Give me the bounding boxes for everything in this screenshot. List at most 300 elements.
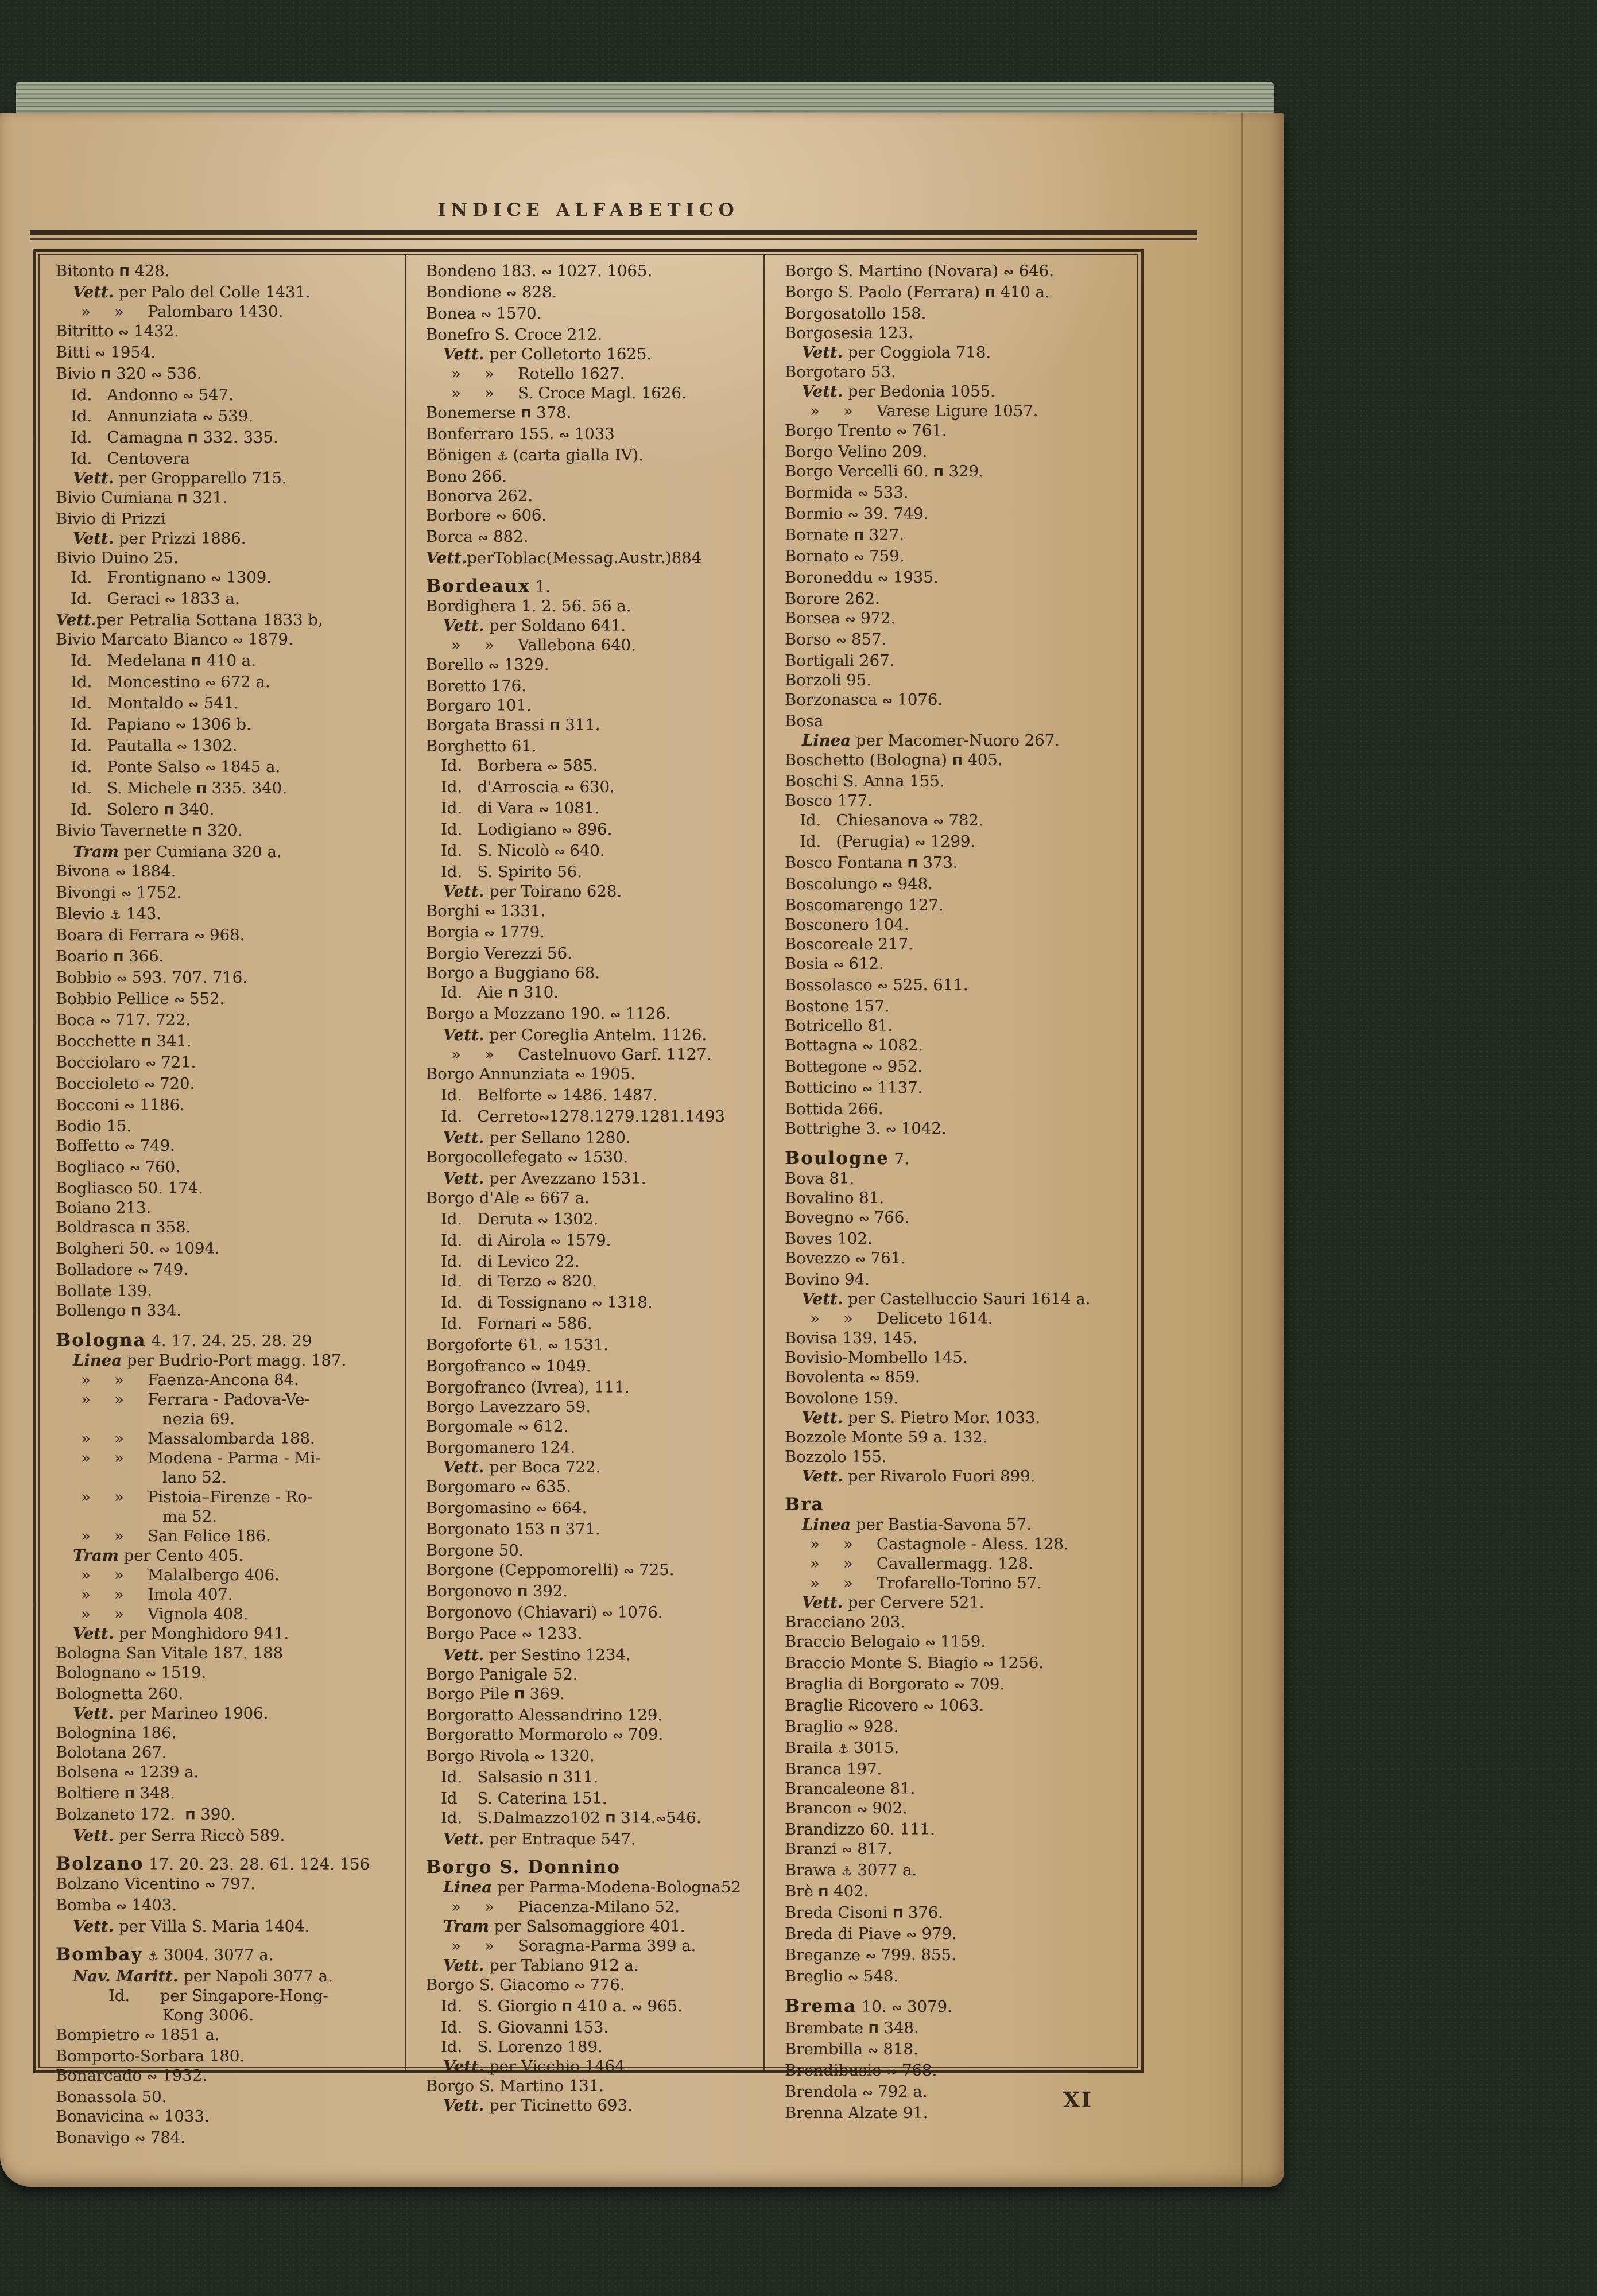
coach-icon: ∾ — [925, 1636, 936, 1650]
ditto-mark: » — [451, 1898, 461, 1916]
anchor-icon: ⚓ — [497, 449, 508, 464]
service-label: Vett. — [443, 1830, 484, 1848]
service-label: Vett. — [443, 1646, 484, 1664]
service-label: Vett. — [802, 1409, 843, 1427]
index-line: Borgoratto Alessandrino 129. — [426, 1706, 663, 1724]
coach-icon: ∾ — [983, 1657, 994, 1671]
index-line: Bottida 266. — [785, 1100, 883, 1118]
index-line: Bonassola 50. — [56, 2088, 167, 2106]
index-line: Vett. per Castelluccio Sauri 1614 a. — [802, 1290, 1091, 1308]
ditto-mark: » — [81, 1429, 91, 1448]
index-line: Bologna San Vitale 187. 188 — [56, 1644, 284, 1662]
index-line: Id. Frontignano ∾ 1309. — [71, 568, 272, 587]
coach-icon: ∾ — [856, 1802, 867, 1817]
coach-icon: ∾ — [538, 1111, 549, 1125]
index-line: Braccio Belogaio ∾ 1159. — [785, 1632, 986, 1651]
ditto-mark: » — [484, 1898, 494, 1916]
index-line: Breglio ∾ 548. — [785, 1967, 899, 1985]
service-label: Vett. — [73, 1704, 114, 1723]
index-line: Borgo S. Paolo (Ferrara) Π 410 a. — [785, 282, 1137, 304]
coach-icon: ∾ — [174, 993, 185, 1007]
coach-icon: ∾ — [484, 905, 495, 920]
index-line: Id. Borbera ∾ 585. — [441, 757, 598, 775]
coach-icon: ∾ — [117, 972, 127, 986]
index-line: Id. Salsasio Π 311. — [426, 1767, 760, 1789]
ditto-mark: » — [810, 1554, 820, 1573]
index-line: Vett. per Coreglia Antelm. 1126. — [443, 1026, 707, 1044]
index-line: Bottrighe 3. ∾ 1042. — [785, 1119, 947, 1138]
index-line: Boscoreale 217. — [785, 935, 913, 953]
index-line: Boroneddu ∾ 1935. — [785, 568, 939, 587]
service-label: Linea — [73, 1351, 122, 1370]
index-line: Kong 3006. — [162, 2006, 254, 2024]
coach-icon: ∾ — [124, 1099, 135, 1114]
head-entry: Bra — [785, 1494, 824, 1515]
index-line: Borore 262. — [785, 589, 880, 608]
coach-icon: ∾ — [232, 634, 243, 648]
index-line: Bivio Duino 25. — [56, 549, 179, 567]
index-line: Bolognetta 260. — [56, 1685, 184, 1703]
index-line: Borgo Trento ∾ 761. — [785, 421, 947, 440]
index-line: Bitonto Π 428. — [56, 261, 401, 282]
coach-icon: ∾ — [175, 719, 186, 733]
index-line: Id. Papiano ∾ 1306 b. — [71, 715, 251, 734]
index-line: Boiano 213. — [56, 1199, 152, 1217]
index-line: » » Ferrara - Padova-Ve- — [81, 1390, 310, 1409]
coach-icon: ∾ — [554, 845, 565, 859]
coach-icon: ∾ — [631, 2000, 642, 2015]
coach-icon: ∾ — [602, 1607, 613, 1621]
telegraph-icon: Π — [508, 987, 519, 1001]
telegraph-icon: Π — [549, 720, 560, 734]
index-line: » » Rotello 1627. — [451, 364, 625, 383]
index-line: » » Palombaro 1430. — [81, 302, 284, 321]
index-line: Id. Solero Π 340. — [56, 800, 401, 821]
coach-icon: ∾ — [1003, 265, 1014, 280]
ditto-mark: » — [810, 1574, 820, 1592]
service-label: Vett. — [73, 529, 114, 548]
index-line: Bodio 15. — [56, 1117, 132, 1135]
index-line: Id. Andonno ∾ 547. — [71, 386, 234, 404]
index-line: Vett. per Entraque 547. — [443, 1830, 636, 1848]
index-line: Bollate 139. — [56, 1282, 153, 1300]
coach-icon: ∾ — [848, 1971, 859, 1985]
index-line: Id. S. Nicolò ∾ 640. — [441, 841, 605, 860]
index-line: Borgomaro ∾ 635. — [426, 1477, 571, 1496]
index-line: Bovezzo ∾ 761. — [785, 1249, 906, 1267]
coach-icon: ∾ — [538, 802, 549, 817]
index-line: Boschetto (Bologna) Π 405. — [785, 750, 1137, 771]
index-line: Vett. per Monghidoro 941. — [73, 1624, 289, 1643]
index-line: Botticino ∾ 1137. — [785, 1079, 923, 1097]
coach-icon: ∾ — [534, 1750, 545, 1764]
index-line: Id. Montaldo ∾ 541. — [71, 694, 239, 712]
coach-icon: ∾ — [842, 1843, 852, 1857]
index-line: Vett. per Bedonia 1055. — [802, 382, 995, 401]
header-rule-thin — [30, 238, 1197, 240]
coach-icon: ∾ — [536, 1502, 547, 1517]
index-line: Brandizzo 60. 111. — [785, 1820, 935, 1839]
index-line: Bonorva 262. — [426, 487, 533, 505]
index-line: lano 52. — [162, 1468, 227, 1487]
index-line: Bocciolaro ∾ 721. — [56, 1053, 196, 1072]
index-line: Vett. per Soldano 641. — [443, 616, 626, 635]
coach-icon: ∾ — [610, 1008, 621, 1022]
coach-icon: ∾ — [203, 410, 213, 425]
header-rule-thick — [30, 230, 1197, 235]
index-line: Id. Pautalla ∾ 1302. — [71, 736, 238, 755]
index-line: Brancaleone 81. — [785, 1779, 916, 1798]
service-label: Linea — [802, 1515, 851, 1534]
telegraph-icon: Π — [561, 2001, 572, 2015]
index-line: Borca ∾ 882. — [426, 528, 529, 546]
service-label: Vett. — [802, 1593, 843, 1612]
ditto-mark: » — [843, 1309, 853, 1328]
index-line: » » Faenza-Ancona 84. — [81, 1371, 299, 1389]
index-line: Vett. per Colletorto 1625. — [443, 345, 652, 363]
index-line: Bonemerse Π 378. — [426, 403, 760, 424]
index-line: Bormida ∾ 533. — [785, 483, 909, 502]
index-line: Bovalino 81. — [785, 1189, 885, 1207]
index-line: Bonefro S. Croce 212. — [426, 325, 603, 344]
ditto-mark: » — [81, 1449, 91, 1467]
index-line: Bovisa 139. 145. — [785, 1329, 918, 1347]
coach-icon: ∾ — [891, 2001, 902, 2015]
head-entry: Borgo S. Donnino — [426, 1857, 621, 1878]
index-line: Bollengo Π 334. — [56, 1301, 401, 1322]
index-line: Linea per Bastia-Savona 57. — [802, 1515, 1032, 1534]
index-line: Brendola ∾ 792 a. — [785, 2082, 928, 2101]
ditto-mark: » — [81, 1605, 91, 1623]
coach-icon: ∾ — [116, 1899, 127, 1914]
index-line: Id. S. Lorenzo 189. — [441, 2038, 603, 2056]
coach-icon: ∾ — [855, 1252, 866, 1267]
index-line: Borgo S. Martino (Novara) ∾ 646. — [785, 262, 1054, 280]
coach-icon: ∾ — [906, 1928, 917, 1942]
index-line: Brancon ∾ 902. — [785, 1799, 908, 1817]
index-line: Bozzole Monte 59 a. 132. — [785, 1428, 988, 1446]
ditto-mark: » — [484, 1937, 494, 1955]
ditto-mark: » — [810, 1535, 820, 1553]
page-title: INDICE ALFABETICO — [437, 200, 739, 220]
index-line: Borgo Lavezzaro 59. — [426, 1398, 591, 1416]
coach-icon: ∾ — [933, 815, 944, 829]
coach-icon: ∾ — [484, 926, 495, 941]
index-line: Borgio Verezzi 56. — [426, 944, 572, 963]
index-line: Tram per Cumiana 320 a. — [73, 843, 282, 861]
index-line: » » San Felice 186. — [81, 1527, 271, 1545]
service-label: Vett. — [802, 1467, 843, 1486]
index-line: Bottagna ∾ 1082. — [785, 1036, 924, 1054]
index-line: Bosco 177. — [785, 792, 873, 810]
index-line: Id. S. Giovanni 153. — [441, 2018, 609, 2037]
index-line: Bolsena ∾ 1239 a. — [56, 1763, 199, 1781]
index-line: Bivio Tavernette Π 320. — [56, 821, 401, 842]
coach-icon: ∾ — [854, 550, 865, 565]
index-line: Bocconi ∾ 1186. — [56, 1096, 185, 1114]
index-line: Bova 81. — [785, 1169, 855, 1188]
index-line: Id. di Levico 22. — [441, 1252, 580, 1271]
index-line: » » Modena - Parma - Mi- — [81, 1449, 321, 1467]
coach-icon: ∾ — [923, 1700, 934, 1714]
index-line: ma 52. — [162, 1507, 217, 1526]
index-line: Boscomarengo 127. — [785, 896, 944, 914]
index-line: Vett.perToblac(Messag.Austr.)884 — [426, 549, 702, 567]
head-entry: Bologna — [56, 1330, 146, 1351]
index-line: Borgosatollo 158. — [785, 304, 927, 323]
service-label: Vett. — [73, 1826, 114, 1845]
ditto-mark: » — [484, 1045, 494, 1064]
service-label: Vett. — [802, 343, 843, 362]
index-line: Braccio Monte S. Biagio ∾ 1256. — [785, 1654, 1044, 1672]
coach-icon: ∾ — [183, 389, 193, 404]
index-line: Bitti ∾ 1954. — [56, 343, 156, 362]
page-number: XI — [1063, 2087, 1094, 2112]
index-line: Borso ∾ 857. — [785, 630, 887, 649]
coach-icon: ∾ — [567, 1151, 578, 1166]
service-label: Linea — [443, 1878, 493, 1896]
index-line: Borgonato 153 Π 371. — [426, 1519, 760, 1541]
index-line: Vett. per Sestino 1234. — [443, 1646, 631, 1664]
service-label: Vett. — [443, 1169, 484, 1188]
index-line: Bonferraro 155. ∾ 1033 — [426, 425, 615, 443]
service-label: Vett. — [443, 1026, 484, 1044]
coach-icon: ∾ — [882, 694, 893, 708]
index-line: Id. Chiesanova ∾ 782. — [800, 811, 984, 829]
coach-icon: ∾ — [205, 676, 216, 691]
telegraph-icon: Π — [140, 1222, 151, 1236]
index-line: Bitritto ∾ 1432. — [56, 322, 179, 340]
coach-icon: ∾ — [914, 836, 925, 850]
service-label: Vett. — [443, 2096, 484, 2115]
ditto-mark: » — [81, 1371, 91, 1389]
coach-icon: ∾ — [115, 866, 126, 880]
coach-icon: ∾ — [656, 1812, 666, 1826]
anchor-icon: ⚓ — [110, 908, 122, 922]
index-line: Id. per Singapore-Hong- — [108, 1987, 328, 2005]
index-line: Id. Ponte Salso ∾ 1845 a. — [71, 758, 281, 776]
index-line: Bolzaneto 172. Π 390. — [56, 1805, 401, 1826]
coach-icon: ∾ — [506, 286, 517, 301]
telegraph-icon: Π — [191, 656, 201, 669]
telegraph-icon: Π — [548, 1772, 559, 1786]
ditto-mark: » — [114, 1429, 124, 1448]
coach-icon: ∾ — [859, 1212, 870, 1226]
index-line: Boscolungo ∾ 948. — [785, 875, 933, 893]
index-line: Breganze ∾ 799. 855. — [785, 1946, 956, 1964]
index-line: Boulogne 7. — [785, 1148, 909, 1169]
ditto-mark: » — [451, 636, 461, 654]
index-line: Id. Annunziata ∾ 539. — [71, 407, 253, 425]
index-line: Vett. per Avezzano 1531. — [443, 1169, 646, 1188]
index-line: Borgonovo (Chiavari) ∾ 1076. — [426, 1603, 663, 1622]
index-line: Borgotaro 53. — [785, 363, 896, 381]
ditto-mark: » — [114, 1488, 124, 1506]
coach-icon: ∾ — [146, 2070, 157, 2084]
coach-icon: ∾ — [123, 1766, 134, 1781]
index-line: Id. di Airola ∾ 1579. — [441, 1231, 611, 1250]
index-line: Bondione ∾ 828. — [426, 283, 557, 301]
index-line: Id. di Terzo ∾ 820. — [441, 1272, 597, 1290]
index-line: Bomba ∾ 1403. — [56, 1896, 177, 1914]
index-line: Linea per Macomer-Nuoro 267. — [802, 731, 1060, 750]
index-line: » » Soragna-Parma 399 a. — [451, 1937, 696, 1955]
index-line: Bivio Marcato Bianco ∾ 1879. — [56, 630, 293, 649]
index-line: Id. Moncestino ∾ 672 a. — [71, 673, 270, 691]
index-line: Bornato ∾ 759. — [785, 547, 905, 565]
index-line: Bönigen ⚓ (carta gialla IV). — [426, 446, 644, 464]
telegraph-icon: Π — [196, 783, 207, 797]
index-line: Borgo Panigale 52. — [426, 1665, 578, 1684]
ditto-mark: » — [81, 1527, 91, 1545]
index-line: Bozzolo 155. — [785, 1448, 887, 1466]
coach-icon: ∾ — [550, 1235, 561, 1249]
index-line: Bombay ⚓ 3004. 3077 a. — [56, 1944, 274, 1965]
coach-icon: ∾ — [862, 1082, 873, 1096]
coach-icon: ∾ — [592, 1297, 603, 1311]
service-label: Vett. — [443, 1128, 484, 1147]
index-line: Bosconero 104. — [785, 916, 909, 934]
index-line: Borgata Brassi Π 311. — [426, 715, 760, 736]
coach-icon: ∾ — [848, 1721, 859, 1735]
index-line: Id. Cerreto∾1278.1279.1281.1493 — [441, 1107, 726, 1126]
telegraph-icon: Π — [549, 1524, 560, 1538]
index-line: Vett. per Ticinetto 693. — [443, 2096, 633, 2115]
index-line: Borgocollefegato ∾ 1530. — [426, 1148, 629, 1166]
ditto-mark: » — [81, 1390, 91, 1409]
index-line: Bolzano Vicentino ∾ 797. — [56, 1875, 255, 1893]
telegraph-icon: Π — [984, 287, 995, 301]
telegraph-icon: Π — [517, 1586, 528, 1600]
index-line: Bortigali 267. — [785, 651, 895, 670]
index-line: Boara di Ferrara ∾ 968. — [56, 926, 245, 944]
index-line: » » Vignola 408. — [81, 1605, 249, 1623]
index-line: Bosa — [785, 712, 824, 730]
coach-icon: ∾ — [845, 612, 856, 627]
service-label: Vett. — [73, 1624, 114, 1643]
coach-icon: ∾ — [100, 1014, 111, 1029]
index-line: Bornate Π 327. — [785, 525, 1137, 546]
service-label: Vett. — [73, 283, 114, 301]
index-line: Blevio ⚓ 143. — [56, 905, 162, 923]
coach-icon: ∾ — [211, 572, 222, 586]
coach-icon: ∾ — [205, 761, 216, 775]
index-column-2 — [406, 255, 763, 2115]
index-line: Bolladore ∾ 749. — [56, 1261, 189, 1279]
telegraph-icon: Π — [192, 825, 203, 839]
index-line: Bracciano 203. — [785, 1613, 905, 1631]
index-line: Borgomanero 124. — [426, 1438, 576, 1457]
coach-icon: ∾ — [537, 1213, 548, 1228]
telegraph-icon: Π — [185, 1809, 196, 1823]
index-line: » » Deliceto 1614. — [810, 1309, 993, 1328]
service-label: Vett. — [443, 1956, 484, 1975]
index-line: Brendibusio ∾ 768. — [785, 2061, 937, 2080]
coach-icon: ∾ — [862, 1040, 873, 1054]
telegraph-icon: Π — [100, 369, 111, 382]
coach-icon: ∾ — [530, 1360, 541, 1375]
coach-icon: ∾ — [882, 878, 893, 893]
service-label: Vett. — [73, 469, 114, 487]
index-line: Vett. per Toirano 628. — [443, 882, 622, 901]
index-line: Bologna 4. 17. 24. 25. 28. 29 — [56, 1330, 312, 1351]
coach-icon: ∾ — [886, 2065, 897, 2079]
coach-icon: ∾ — [896, 425, 907, 439]
index-line: Borgofranco ∾ 1049. — [426, 1357, 591, 1375]
index-line: Bottegone ∾ 952. — [785, 1057, 922, 1076]
index-line: » » Massalombarda 188. — [81, 1429, 315, 1448]
index-line — [785, 1495, 1137, 1515]
ditto-mark: » — [484, 364, 494, 383]
index-line: » » Malalbergo 406. — [81, 1566, 280, 1584]
ditto-mark: » — [451, 1937, 461, 1955]
coach-icon: ∾ — [521, 1628, 532, 1642]
index-line: Borgone 50. — [426, 1541, 524, 1560]
service-label: Vett. — [56, 611, 97, 629]
index-line: Bono 266. — [426, 467, 507, 486]
coach-icon: ∾ — [878, 572, 889, 586]
head-entry: Bolzano — [56, 1853, 144, 1874]
telegraph-icon: Π — [933, 466, 944, 480]
head-entry: Brema — [785, 1996, 857, 2016]
index-line: Id. Belforte ∾ 1486. 1487. — [441, 1086, 658, 1104]
index-line: Breda Cisoni Π 376. — [785, 1903, 1137, 1924]
index-line: » » Trofarello-Torino 57. — [810, 1574, 1042, 1592]
scanned-page — [0, 113, 1284, 2187]
coach-icon: ∾ — [145, 1667, 156, 1681]
index-line: Id. Fornari ∾ 586. — [441, 1314, 592, 1333]
coach-icon: ∾ — [886, 1123, 897, 1137]
index-line: Boldrasca Π 358. — [56, 1217, 401, 1239]
telegraph-icon: Π — [131, 1305, 142, 1319]
index-line: Bompietro ∾ 1851 a. — [56, 2026, 220, 2044]
index-line: Vett. per Marineo 1906. — [73, 1704, 269, 1723]
index-line: » » Castelnuovo Garf. 1127. — [451, 1045, 712, 1064]
telegraph-icon: Π — [893, 1907, 904, 1921]
index-line: Vett. per Gropparello 715. — [73, 469, 287, 487]
telegraph-icon: Π — [187, 432, 198, 446]
service-label: Linea — [802, 731, 851, 750]
index-line: Borgo S. Martino 131. — [426, 2077, 604, 2095]
index-line: Botricello 81. — [785, 1017, 893, 1035]
index-line: Borgoforte 61. ∾ 1531. — [426, 1336, 608, 1354]
coach-icon: ∾ — [135, 2132, 146, 2146]
anchor-icon: ⚓ — [148, 1949, 159, 1964]
coach-icon: ∾ — [194, 929, 205, 944]
index-line: Id. Medelana Π 410 a. — [56, 651, 401, 672]
coach-icon: ∾ — [858, 487, 869, 501]
index-line: Bovino 94. — [785, 1270, 870, 1289]
ditto-mark: » — [810, 402, 820, 420]
coach-icon: ∾ — [188, 697, 199, 712]
index-line: Vett. per Vicchio 1464. — [443, 2057, 630, 2076]
index-line: Brawa ⚓ 3077 a. — [785, 1861, 917, 1879]
index-line: Borgo a Buggiano 68. — [426, 964, 600, 982]
ditto-mark: » — [114, 1390, 124, 1409]
head-entry: Bombay — [56, 1944, 143, 1965]
coach-icon: ∾ — [138, 1264, 149, 1278]
service-label: Vett. — [443, 2057, 484, 2076]
ditto-mark: » — [843, 1535, 853, 1553]
index-column-1 — [36, 255, 405, 2147]
coach-icon: ∾ — [151, 368, 162, 382]
coach-icon: ∾ — [623, 1564, 634, 1578]
coach-icon: ∾ — [496, 510, 507, 524]
coach-icon: ∾ — [145, 1057, 156, 1071]
service-label: Vett. — [73, 1917, 114, 1936]
coach-icon: ∾ — [489, 659, 499, 673]
index-line: Vett. per S. Pietro Mor. 1033. — [802, 1409, 1041, 1427]
